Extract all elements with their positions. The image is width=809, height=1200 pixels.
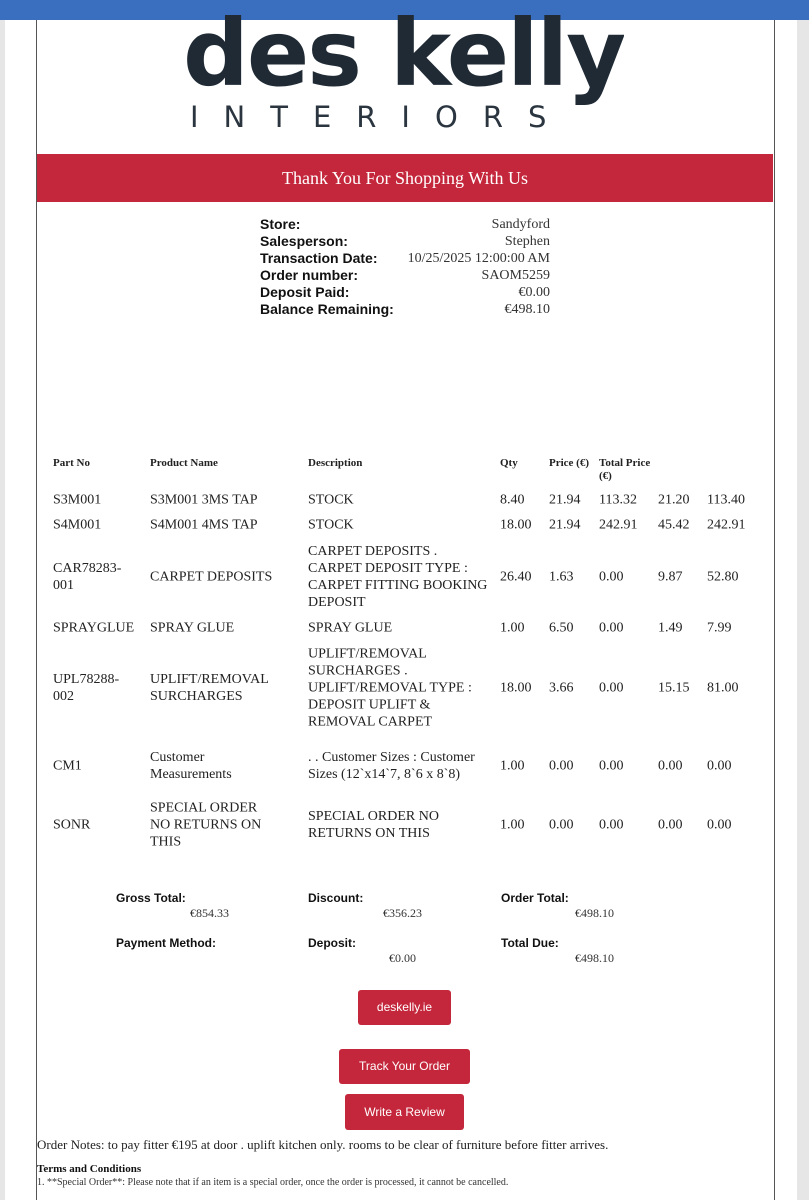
amount-cell: 21.20 (658, 492, 690, 508)
price-cell: 3.66 (549, 680, 574, 696)
price-cell: 0.00 (549, 758, 574, 774)
amount-cell: 0.00 (658, 758, 683, 774)
info-label: Store: (260, 216, 301, 232)
product-name-cell: S4M001 4MS TAP (150, 517, 258, 533)
info-label: Order number: (260, 267, 359, 283)
amount-cell: 113.40 (707, 492, 745, 508)
gross-total-label: Gross Total: (116, 891, 186, 905)
deposit-value: €0.00 (389, 951, 416, 965)
qty-cell: 1.00 (500, 758, 525, 774)
payment-method-label: Payment Method: (116, 936, 217, 950)
thank-you-banner: Thank You For Shopping With Us (37, 154, 773, 202)
info-row-salesperson (260, 233, 550, 250)
header-price: Price (€) (549, 457, 589, 469)
part-no-cell: SONR (53, 817, 91, 833)
info-value: SAOM5259 (481, 268, 550, 283)
amount-cell: 0.00 (707, 817, 732, 833)
header-product-name: Product Name (150, 457, 218, 469)
amount-cell: 0.00 (707, 758, 732, 774)
qty-cell: 26.40 (500, 569, 532, 585)
total-price-cell: 0.00 (599, 620, 624, 636)
part-no-cell: S3M001 (53, 492, 102, 508)
price-cell: 21.94 (549, 492, 581, 508)
description-cell: STOCK (308, 517, 354, 533)
info-row-balance-remaining (260, 301, 550, 318)
total-due-value: €498.10 (575, 951, 614, 965)
amount-cell: 242.91 (707, 517, 746, 533)
info-label: Deposit Paid: (260, 284, 350, 300)
header-total-price: Total Price (€) (599, 457, 651, 482)
amount-cell: 45.42 (658, 517, 690, 533)
description-cell: . . Customer Sizes : Customer Sizes (12`x14`7, 8`6 x 8`8) (308, 750, 475, 782)
info-row-deposit-paid (260, 284, 550, 301)
total-due-label: Total Due: (501, 936, 559, 950)
qty-cell: 1.00 (500, 620, 525, 636)
info-value: 10/25/2025 12:00:00 AM (407, 251, 550, 266)
amount-cell: 7.99 (707, 620, 732, 636)
total-price-cell: 113.32 (599, 492, 637, 508)
product-name-cell: CARPET DEPOSITS (150, 569, 273, 585)
amount-cell: 81.00 (707, 680, 739, 696)
terms-title: Terms and Conditions (37, 1163, 142, 1175)
description-cell: SPECIAL ORDER NO RETURNS ON THIS (308, 809, 439, 841)
description-cell: CARPET DEPOSITS . CARPET DEPOSIT TYPE : CARPET FITTING BOOKING DEPOSIT (308, 544, 488, 610)
order-total-label: Order Total: (501, 891, 569, 905)
total-price-cell: 242.91 (599, 517, 638, 533)
price-cell: 0.00 (549, 817, 574, 833)
part-no-cell: S4M001 (53, 517, 102, 533)
discount-value: €356.23 (383, 906, 422, 920)
amount-cell: 9.87 (658, 569, 683, 585)
part-no-cell: CM1 (53, 758, 82, 774)
amount-cell: 52.80 (707, 569, 739, 585)
product-name-cell: S3M001 3MS TAP (150, 492, 258, 508)
product-name-cell: UPLIFT/REMOVAL SURCHARGES (150, 672, 269, 704)
product-name-cell: SPECIAL ORDER NO RETURNS ON THIS (150, 800, 262, 850)
part-no-cell: UPL78288-002 (53, 672, 120, 704)
info-row-store (260, 216, 550, 233)
description-cell: SPRAY GLUE (308, 620, 393, 636)
qty-cell: 8.40 (500, 492, 525, 508)
description-cell: UPLIFT/REMOVAL SURCHARGES . UPLIFT/REMOVAL TYPE : DEPOSIT UPLIFT & REMOVAL CARPET (308, 646, 472, 730)
deposit-label: Deposit: (308, 936, 356, 950)
header-part-no: Part No (53, 457, 90, 469)
part-no-cell: CAR78283-001 (53, 561, 122, 593)
order-notes: Order Notes: to pay fitter €195 at door . uplift kitchen only. rooms to be clear of furniture before fitter arrives. (37, 1137, 609, 1152)
description-cell: STOCK (308, 492, 354, 508)
transaction-info (260, 216, 550, 318)
qty-cell: 1.00 (500, 817, 525, 833)
info-row-order-number (260, 267, 550, 284)
gross-total-value: €854.33 (190, 906, 229, 920)
qty-cell: 18.00 (500, 680, 532, 696)
info-row-transaction-date (260, 250, 550, 267)
total-price-cell: 0.00 (599, 817, 624, 833)
info-value: €0.00 (518, 285, 550, 300)
info-value: Sandyford (491, 217, 550, 232)
terms-line: 1. **Special Order**: Please note that if an item is a special order, once the order is processed, it cannot be cancelled. (37, 1177, 509, 1188)
page-margin-right (797, 20, 809, 1200)
info-label: Transaction Date: (260, 250, 378, 266)
header-qty: Qty (500, 457, 518, 469)
part-no-cell: SPRAYGLUE (53, 620, 135, 636)
total-price-cell: 0.00 (599, 758, 624, 774)
product-name-cell: SPRAY GLUE (150, 620, 235, 636)
product-name-cell: Customer Measurements (150, 750, 232, 782)
brand-logo: des kelly (183, 0, 625, 107)
amount-cell: 1.49 (658, 620, 683, 636)
write-review-button[interactable]: Write a Review (345, 1094, 464, 1130)
page-margin-left (0, 20, 5, 1200)
order-total-value: €498.10 (575, 906, 614, 920)
total-price-cell: 0.00 (599, 680, 624, 696)
price-cell: 6.50 (549, 620, 574, 636)
price-cell: 21.94 (549, 517, 581, 533)
discount-label: Discount: (308, 891, 364, 905)
header-description: Description (308, 457, 363, 469)
info-label: Balance Remaining: (260, 301, 394, 317)
info-value: €498.10 (504, 302, 550, 317)
track-order-button[interactable]: Track Your Order (339, 1049, 470, 1084)
amount-cell: 0.00 (658, 817, 683, 833)
amount-cell: 15.15 (658, 680, 690, 696)
total-price-cell: 0.00 (599, 569, 624, 585)
qty-cell: 18.00 (500, 517, 532, 533)
price-cell: 1.63 (549, 569, 574, 585)
info-value: Stephen (504, 234, 550, 249)
info-label: Salesperson: (260, 233, 348, 249)
website-button[interactable]: deskelly.ie (358, 990, 451, 1025)
brand-subtitle: INTERIORS (190, 100, 572, 134)
